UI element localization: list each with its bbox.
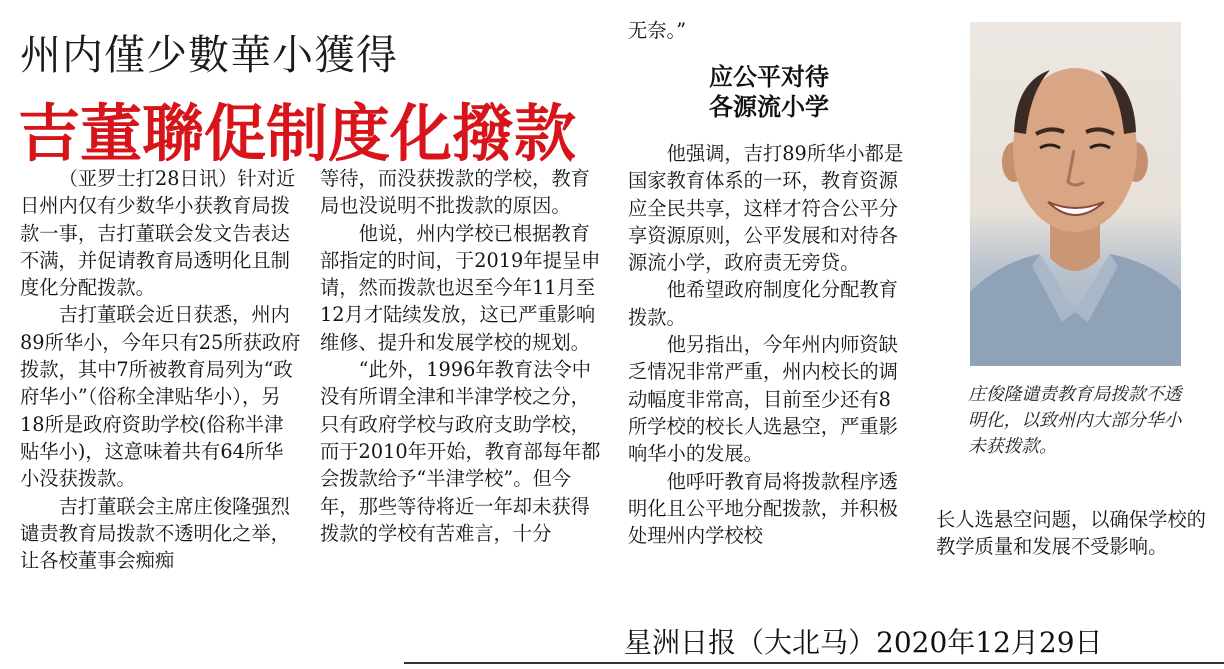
column-3-continuation: 无奈。”: [628, 19, 687, 42]
bottom-rule: [404, 662, 1224, 664]
col3-paragraph-3: 他另指出，今年州内师资缺乏情况非常严重，州内校长的调动幅度非常高，目前至少还有8所学校的校长人选悬空，严重影响华小的发展。: [628, 333, 898, 466]
article-column-3: [628, 140, 910, 549]
col3-paragraph-4: 他呼吁教育局将拨款程序透明化且公平地分配拨款，并积极处理州内学校校: [628, 469, 898, 548]
article-column-4: [936, 506, 1216, 560]
portrait-illustration: [970, 22, 1181, 366]
subhead-line-1: 应公平对待: [709, 63, 829, 91]
photo-caption: 庄俊隆谴责教育局拨款不透明化，以致州内大部分华小未获拨款。: [968, 384, 1182, 457]
col1-paragraph-1: （亚罗士打28日讯）针对近日州内仅有少数华小获教育局拨款一事，吉打董联会发文告表达不满，并促请教育局透明化且制度化分配拨款。: [20, 167, 296, 300]
col1-paragraph-3: 吉打董联会主席庄俊隆强烈谴责教育局拨款不透明化之举，让各校董事会痴痴: [20, 494, 290, 573]
col2-paragraph-3: “此外，1996年教育法令中没有所谓全津和半津学校之分，只有政府学校与政府支助学校，而于2010年开始，教育部每年都会拨款给予“半津学校”。但今年，那些等待将近一年却未获得拨款的学校有苦难言，十分: [320, 358, 601, 545]
article-column-2: [320, 165, 602, 547]
col1-paragraph-2: 吉打董联会近日获悉，州内89所华小，今年只有25所获政府拨款，其中7所被教育局列为“政府华小”（俗称全津贴华小），另18所是政府资助学校(俗称半津贴华小)，这意味着共有64所华小没获拨款。: [20, 303, 301, 491]
col4-paragraph-1: 长人选悬空问题，以确保学校的教学质量和发展不受影响。: [936, 508, 1206, 558]
newspaper-source-line: 星洲日报（大北马）2020年12月29日: [624, 626, 1103, 659]
portrait-photo: [970, 22, 1181, 366]
col2-paragraph-2: 他说，州内学校已根据教育部指定的时间，于2019年提呈申请，然而拨款也迟至今年11月至12月才陆续发放，这已严重影响维修、提升和发展学校的规划。: [320, 221, 601, 354]
col2-paragraph-1: 等待，而没获拨款的学校，教育局也没说明不批拨款的原因。: [320, 167, 590, 218]
col3-paragraph-1: 他强调，吉打89所华小都是国家教育体系的一环，教育资源应全民共享，这样才符合公平分享资源原则，公平发展和对待各源流小学，政府责无旁贷。: [628, 142, 904, 275]
subhead-line-2: 各源流小学: [709, 93, 829, 121]
article-headline: 吉董聯促制度化撥款: [18, 97, 577, 170]
article-subhead: [628, 62, 910, 122]
article-column-1: [20, 165, 302, 574]
article-kicker: 州内僅少數華小獲得: [20, 31, 398, 79]
col3-paragraph-2: 他希望政府制度化分配教育拨款。: [628, 278, 898, 329]
